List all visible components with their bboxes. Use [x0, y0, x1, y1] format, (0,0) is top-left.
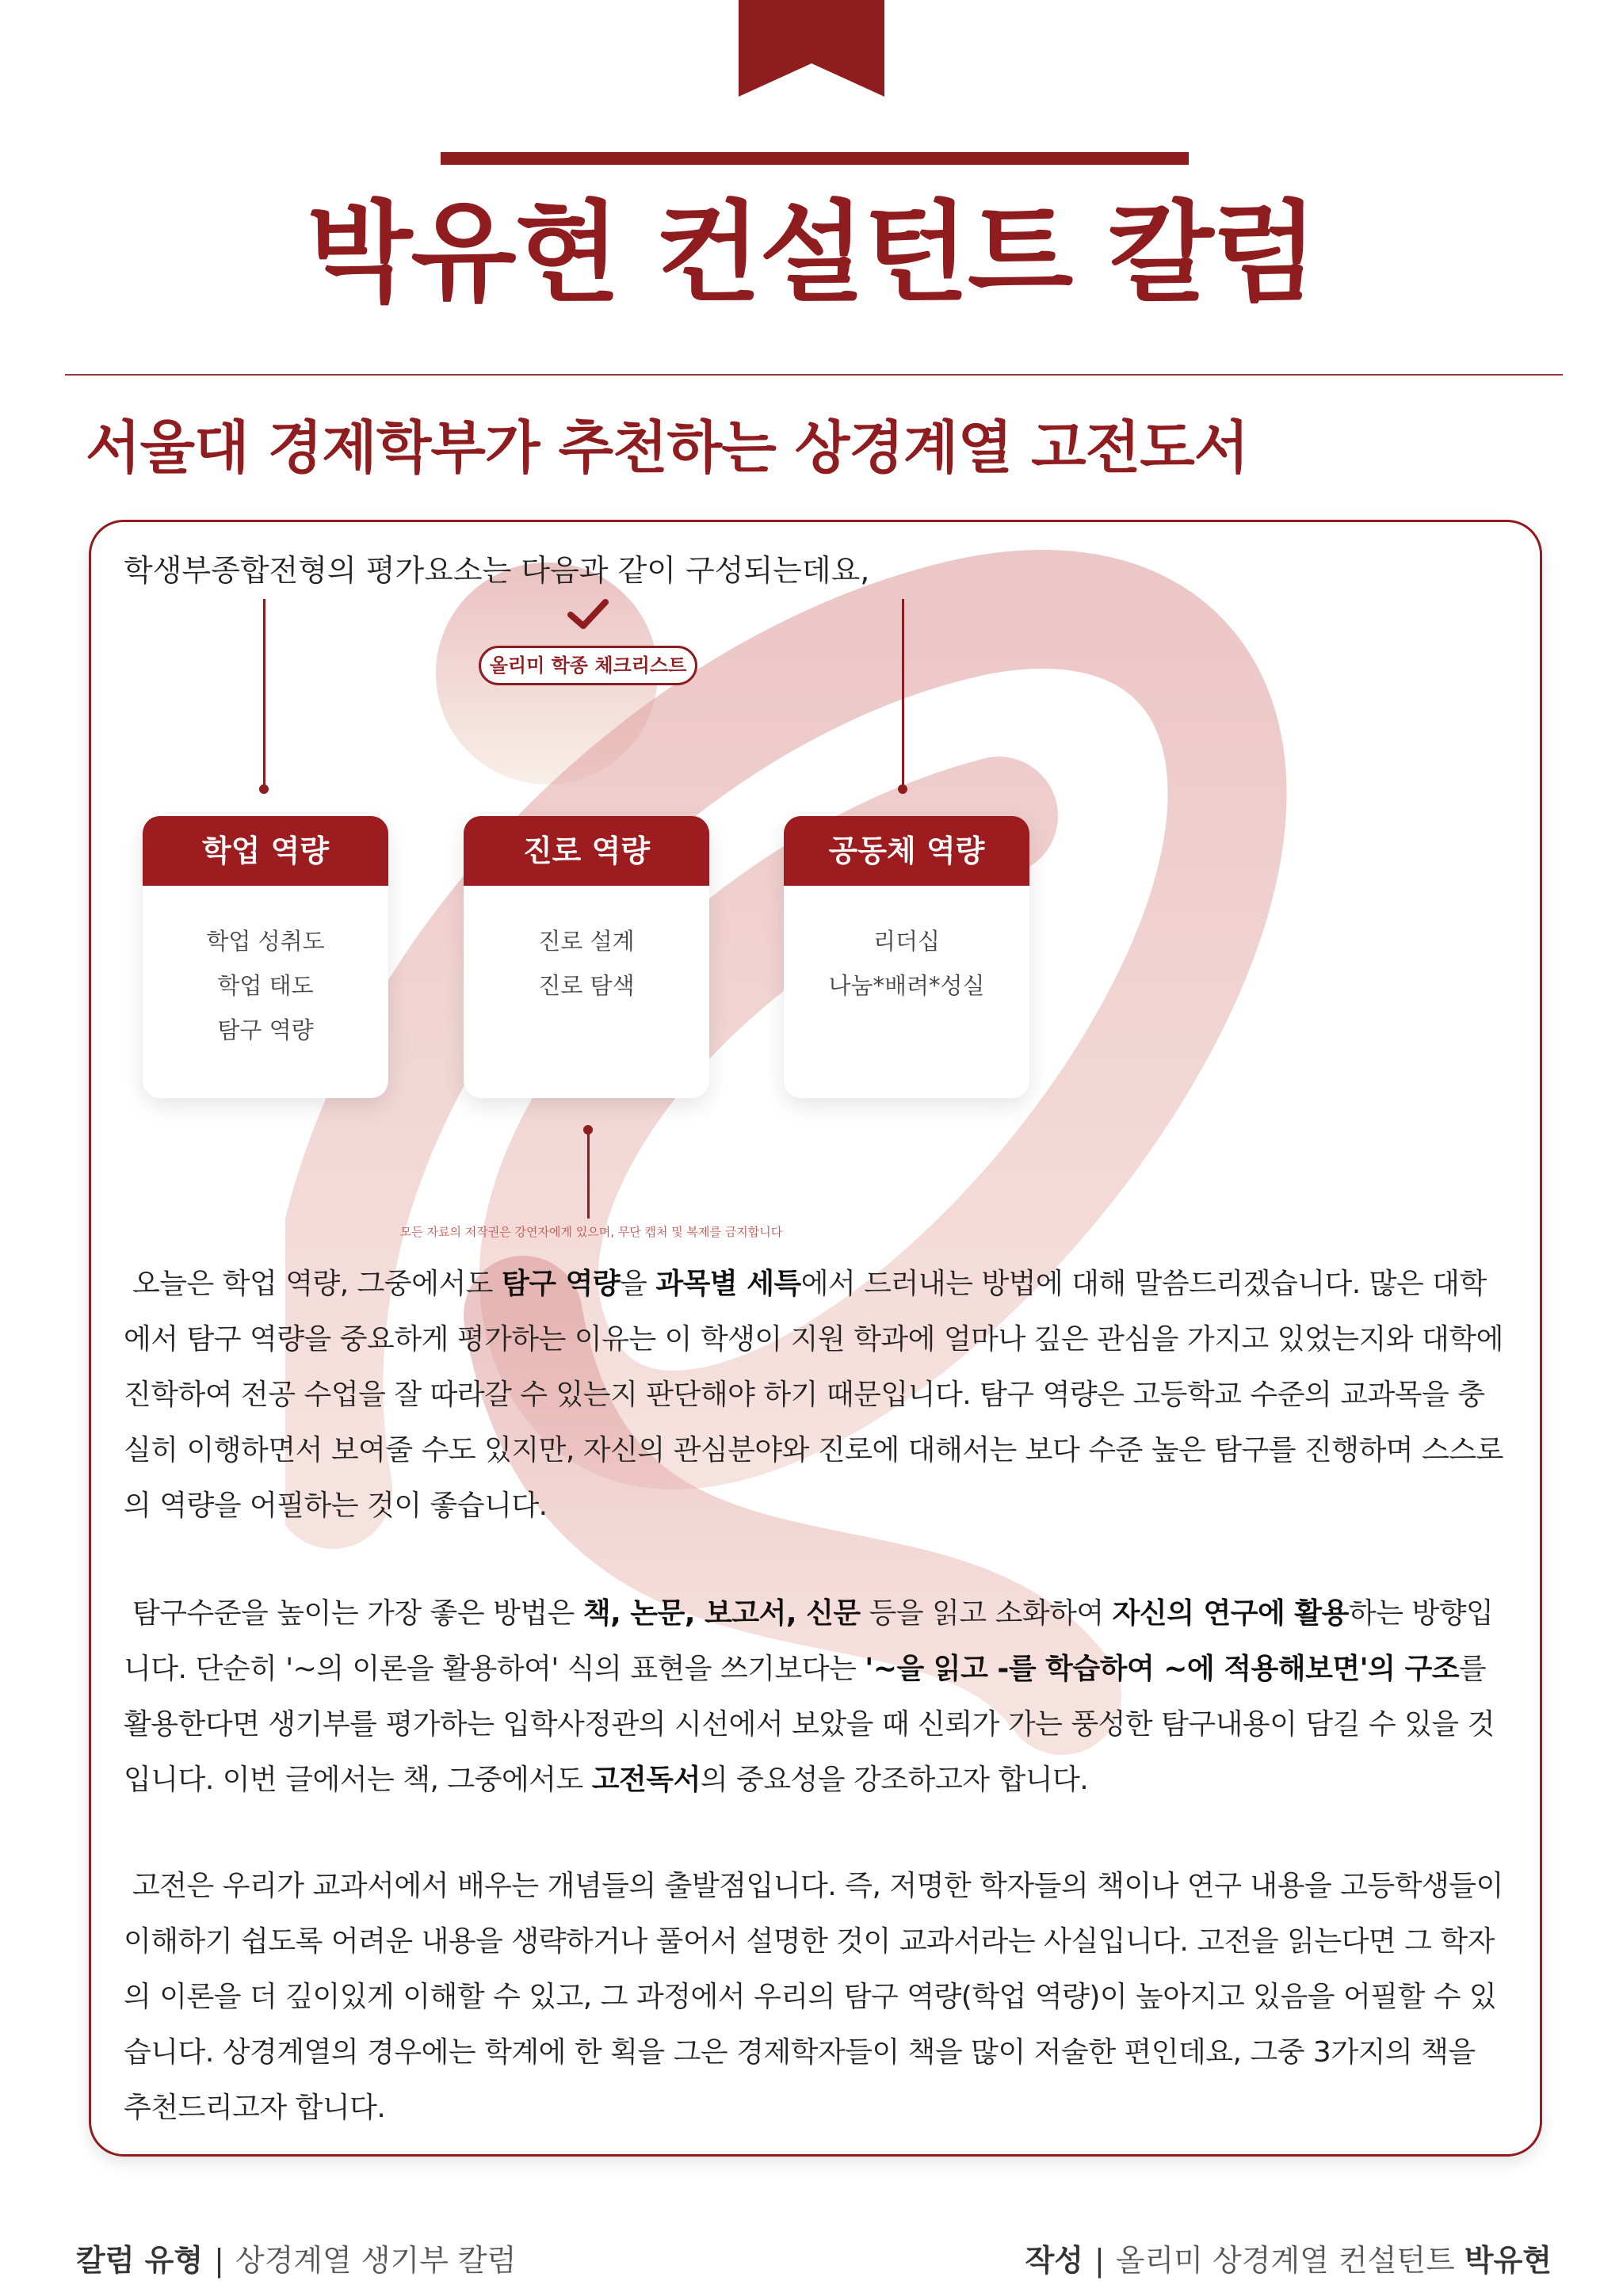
page-title: 박유현 컨설턴트 칼럼 — [307, 189, 1316, 317]
intro-text: 학생부종합전형의 평가요소는 다음과 같이 구성되는데요, — [124, 553, 870, 588]
connector-line-left — [263, 599, 265, 788]
footer-separator: | — [214, 2243, 224, 2278]
connector-line-bottom — [587, 1130, 590, 1219]
card-title: 진로 역량 — [464, 816, 709, 886]
section-title: 서울대 경제학부가 추천하는 상경계열 고전도서 — [86, 414, 1249, 481]
card-career — [464, 816, 709, 1098]
footer-left-value: 상경계열 생기부 칼럼 — [235, 2243, 517, 2278]
paragraph-2 — [124, 1586, 1510, 1808]
paragraph-3 — [124, 1859, 1510, 2136]
card-community — [784, 816, 1029, 1098]
footer-column-type — [76, 2241, 516, 2280]
paragraph-text: 에서 드러내는 방법에 대해 말씀드리겠습니다. 많은 대학에서 탐구 역량을 중요하게 평가하는 이유는 이 학생이 지원 학과에 얼마나 깊은 관심을 가지고 있었는지와 대학에 진학하여 전공 수업을 잘 따라갈 수 있는지 판단해야 하기 때문입니다. 탐구 역량은 고등학교 수준의 교과목을 충실히 이행하면서 보여줄 수도 있지만, 자신의 관심분야와 진로에 대해서는 보다 수준 높은 탐구를 진행하며 스스로의 역량을 어필하는 것이 좋습니다. — [124, 1268, 1503, 1522]
connector-dot-right — [898, 784, 907, 794]
card-item: 진로 탐색 — [538, 972, 635, 999]
paragraph-text: 을 — [620, 1268, 656, 1300]
checklist-badge: 올리미 학종 체크리스트 — [479, 646, 697, 685]
card-title: 공동체 역량 — [784, 816, 1029, 886]
emphasis-text: 탐구 역량 — [501, 1268, 621, 1300]
connector-dot-bottom — [583, 1125, 593, 1135]
card-item: 나눔*배려*성실 — [828, 972, 985, 999]
paragraph-text: 의 중요성을 강조하고자 합니다. — [700, 1764, 1089, 1796]
paragraph-text: 등을 읽고 소화하여 — [860, 1597, 1113, 1630]
paragraph-text: 하는 방향입니다. 단순히 '~의 이론을 활용하여' 식의 표현을 쓰기보다는 — [124, 1597, 1494, 1685]
card-academic — [143, 816, 388, 1098]
bookmark-icon — [739, 0, 884, 97]
top-rule — [441, 152, 1189, 165]
paragraph-text: 를 활용한다면 생기부를 평가하는 입학사정관의 시선에서 보았을 때 신뢰가 가는 풍성한 탐구내용이 담길 수 있을 것입니다. 이번 글에서는 책, 그중에서도 — [124, 1653, 1495, 1796]
emphasis-text: 자신의 연구에 활용 — [1112, 1597, 1349, 1630]
check-icon — [567, 597, 609, 631]
emphasis-text: 과목별 세특 — [655, 1268, 801, 1300]
emphasis-text: '~을 읽고 -를 학습하여 ~에 적용해보면'의 구조 — [865, 1653, 1460, 1685]
card-item: 학업 태도 — [217, 972, 314, 999]
connector-line-right — [902, 599, 904, 788]
card-item: 탐구 역량 — [217, 1016, 314, 1043]
footer-separator: | — [1094, 2243, 1105, 2278]
emphasis-text: 고전독서 — [591, 1764, 701, 1796]
title-divider — [65, 374, 1563, 376]
footer-author — [1025, 2241, 1552, 2280]
card-item: 리더십 — [873, 928, 941, 955]
paragraph-1 — [124, 1257, 1510, 1534]
paragraph-text: 고전은 우리가 교과서에서 배우는 개념들의 출발점입니다. 즉, 저명한 학자들의 책이나 연구 내용을 고등학생들이 이해하기 쉽도록 어려운 내용을 생략하거나 풀어서 설명한 것이 교과서라는 사실입니다. 고전을 읽는다면 그 학자의 이론을 더 깊이있게 이해할 수 있고, 그 과정에서 우리의 탐구 역량(학업 역량)이 높아지고 있음을 어필할 수 있습니다. 상경계열의 경우에는 학계에 한 획을 그은 경제학자들이 책을 많이 저술한 편인데요, 그중 3가지의 책을 추천드리고자 합니다. — [124, 1870, 1503, 2124]
paragraph-text: 탐구수준을 높이는 가장 좋은 방법은 — [132, 1597, 583, 1630]
paragraph-text: 오늘은 학업 역량, 그중에서도 — [132, 1268, 502, 1300]
card-title: 학업 역량 — [143, 816, 388, 886]
card-item: 학업 성취도 — [206, 928, 325, 955]
footer-right-value: 올리미 상경계열 컨설턴트 — [1115, 2243, 1455, 2278]
copyright-notice: 모든 자료의 저작권은 강연자에게 있으며, 무단 캡처 및 복제를 금지합니다 — [399, 1225, 783, 1239]
footer-right-label: 작성 — [1025, 2243, 1084, 2278]
card-item: 진로 설계 — [538, 928, 635, 955]
connector-dot-left — [259, 784, 269, 794]
footer-author-name: 박유현 — [1464, 2243, 1552, 2278]
footer-left-label: 칼럼 유형 — [76, 2243, 204, 2278]
emphasis-text: 책, 논문, 보고서, 신문 — [582, 1597, 861, 1630]
